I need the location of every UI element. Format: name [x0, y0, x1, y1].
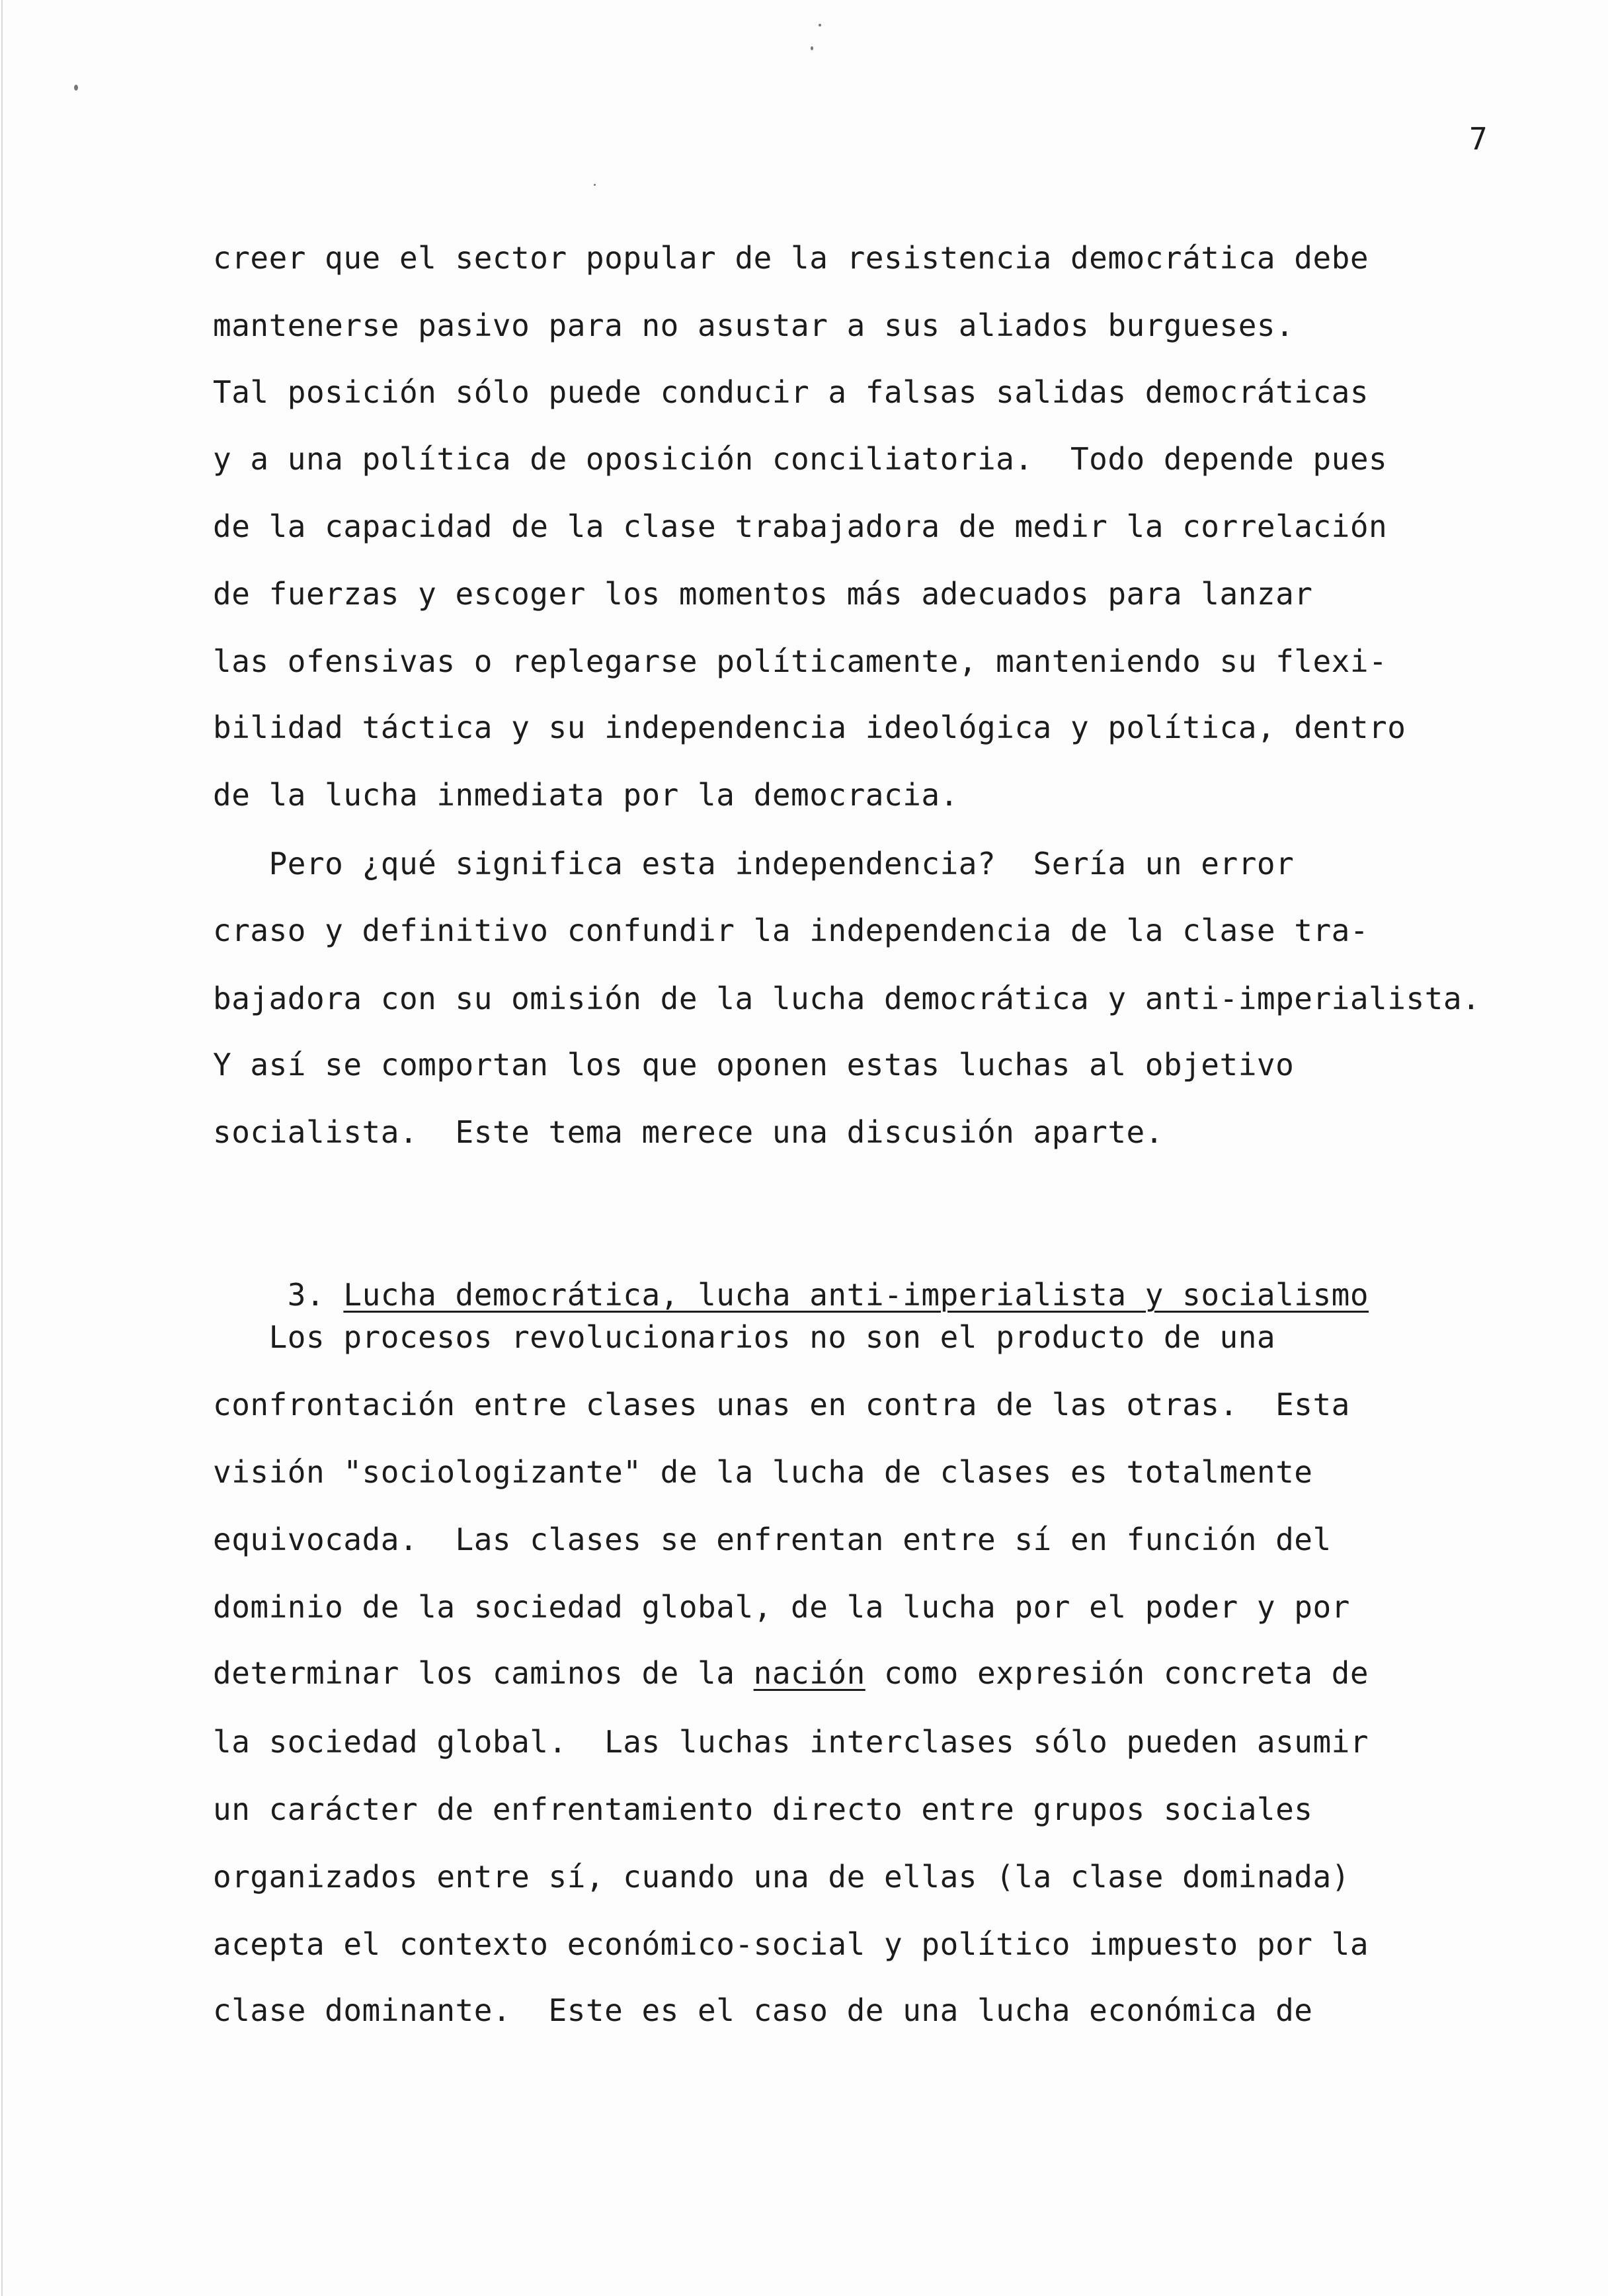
- text-line: dominio de la sociedad global, de la lucha por el poder y por: [213, 1589, 1350, 1625]
- underlined-word: nación: [753, 1655, 865, 1691]
- text-line: de la capacidad de la clase trabajadora de medir la correlación: [213, 509, 1388, 544]
- scan-speck: [819, 24, 821, 26]
- text-line: un carácter de enfrentamiento directo entre grupos sociales: [213, 1791, 1313, 1827]
- text-line: bilidad táctica y su independencia ideológica y política, dentro: [213, 710, 1406, 745]
- text-segment: determinar los caminos de la: [213, 1655, 754, 1691]
- text-line: Los procesos revolucionarios no son el producto de una: [213, 1319, 1276, 1355]
- text-line: equivocada. Las clases se enfrentan entre sí en función del: [213, 1522, 1332, 1557]
- text-line: la sociedad global. Las luchas interclases sólo pueden asumir: [213, 1724, 1369, 1760]
- text-line: de la lucha inmediata por la democracia.: [213, 777, 959, 813]
- scan-edge-line: [1, 0, 3, 2296]
- text-line: las ofensivas o replegarse políticamente, manteniendo su flexi-: [213, 643, 1388, 679]
- page-number: 7: [1469, 121, 1488, 157]
- text-line: creer que el sector popular de la resistencia democrática debe: [213, 240, 1369, 276]
- scan-speck: [74, 85, 78, 91]
- text-line: bajadora con su omisión de la lucha democrática y anti-imperialista.: [213, 981, 1481, 1016]
- scan-speck: [594, 184, 596, 186]
- text-line: acepta el contexto económico-social y político impuesto por la: [213, 1926, 1369, 1962]
- section-title: Lucha democrática, lucha anti-imperialista y socialismo: [343, 1277, 1369, 1313]
- section-number: 3.: [287, 1277, 344, 1313]
- text-line: socialista. Este tema merece una discusión aparte.: [213, 1114, 1164, 1150]
- text-line: de fuerzas y escoger los momentos más adecuados para lanzar: [213, 576, 1313, 612]
- text-segment: como expresión concreta de: [865, 1655, 1369, 1691]
- text-line: y a una política de oposición conciliatoria. Todo depende pues: [213, 441, 1388, 477]
- text-line: Pero ¿qué significa esta independencia? Sería un error: [213, 846, 1295, 882]
- text-line: craso y definitivo confundir la independencia de la clase tra-: [213, 913, 1369, 948]
- text-line: Y así se comportan los que oponen estas luchas al objetivo: [213, 1047, 1295, 1083]
- text-line: mantenerse pasivo para no asustar a sus aliados burgueses.: [213, 308, 1295, 343]
- text-line: organizados entre sí, cuando una de ellas (la clase dominada): [213, 1859, 1350, 1895]
- text-line: clase dominante. Este es el caso de una lucha económica de: [213, 1992, 1313, 2028]
- text-line: confrontación entre clases unas en contra de las otras. Esta: [213, 1387, 1350, 1422]
- text-line: [213, 1653, 1369, 1693]
- text-line: Tal posición sólo puede conducir a falsas salidas democráticas: [213, 374, 1369, 410]
- scan-speck: [811, 46, 813, 50]
- text-line: visión "sociologizante" de la lucha de clases es totalmente: [213, 1454, 1313, 1490]
